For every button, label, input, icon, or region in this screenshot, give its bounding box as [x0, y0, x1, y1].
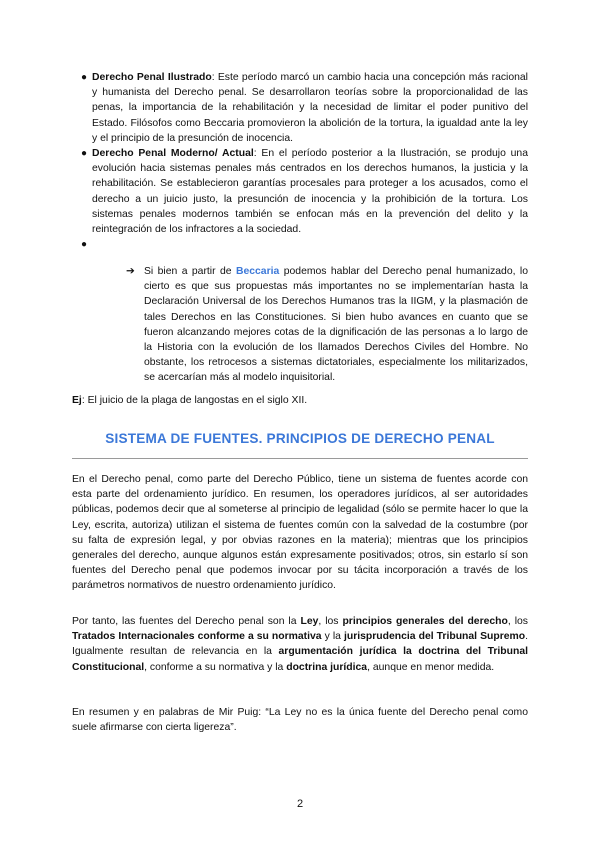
example-text: : El juicio de la plaga de langostas en el siglo XII. [81, 395, 308, 406]
bullet-title: Derecho Penal Moderno/ Actual [92, 148, 254, 160]
paragraph-text: , los [507, 616, 529, 627]
arrow-note [126, 264, 528, 386]
bullet-text: : Este período marcó un cambio hacia una concepción más racional y humanista del Derecho penal. Se desarrollaron teorías sobre la proporcionalidad de las penas, la importancia de la rehabilitación y la necesidad de limitar el poder punitivo del Estado. Filósofos como Beccaria promovieron la abolición de la tortura, la igualdad ante la ley y el principio de la presunción de inocencia. [92, 72, 528, 144]
paragraph-text: , conforme a su normativa y la [144, 661, 287, 673]
arrow-note-text: Si bien a partir de [144, 266, 236, 277]
bullet-icon: ● [81, 239, 88, 251]
paragraph [72, 614, 528, 675]
paragraph-bold: Ley [300, 616, 319, 627]
arrow-note-text: podemos hablar del Derecho penal humanizado, lo cierto es que sus propuestas más importantes no se implementarían hasta la Declaración Universal de los Derechos Humanos tras la IIGM, y la plasmación de tales Derechos en las Constituciones. Si bien hubo avances en cuanto que se fueron alcanzando mejores cotas de la dignificación de las personas a lo largo de la Historia con la evolución de los llamados Derechos Civiles del Hombre. No obstante, los retrocesos a sistemas dictatoriales, especialmente los militarizados, se acercarían más al modelo inquisitorial. [144, 266, 528, 384]
paragraph-text: y la [321, 631, 344, 643]
section-title: SISTEMA DE FUENTES. PRINCIPIOS DE DERECHO PENAL [105, 431, 495, 446]
paragraph-text: , aunque en menor medida. [367, 661, 495, 673]
beccaria-link[interactable]: Beccaria [235, 266, 280, 277]
paragraph-text: Por tanto, las fuentes del Derecho penal son la [72, 616, 301, 627]
paragraph-text: . Igualmente resultan de relevancia en la [72, 631, 528, 658]
example-label: Ej [72, 395, 82, 406]
paragraph-bold: argumentación jurídica la doctrina del Tribunal Constitucional [72, 646, 529, 673]
bullet-icon: ● [81, 72, 88, 83]
paragraph-bold: jurisprudencia del Tribunal Supremo [343, 631, 526, 643]
section-divider [72, 458, 528, 459]
paragraph: En el Derecho penal, como parte del Derecho Público, tiene un sistema de fuentes acorde con esta parte del ordenamiento jurídico. En resumen, los operadores jurídicos, al ser autoridades públicas, podemos decir que al someterse al principio de legalidad (sólo se permite hacer lo que la Ley, escrita, autoriza) utilizan el sistema de fuentes común con la salvedad de la costumbre (por su falta de expresión legal, y por obvias razones en la materia); mientras que los principios generales del derecho, aunque algunos están expresamente positivados; otros, sin estarlo sí son fuentes del Derecho penal que podemos invocar por su tácita incorporación a través de los parámetros normativos de nuestro ordenamiento jurídico. [72, 474, 528, 592]
list-item [81, 237, 528, 252]
bullet-text: : En el período posterior a la Ilustración, se produjo una evolución hacia sistemas penales más centrados en los derechos humanos, la justicia y la rehabilitación. Se establecieron garantías procesales para proteger a los acusados, como el derecho a un juicio justo, la presunción de inocencia y la prohibición de la tortura. Los sistemas penales modernos también se enfocan más en la prevención del delito y la reintegración de los infractores a la sociedad. [92, 148, 528, 236]
paragraph-bold: Tratados Internacionales conforme a su normativa [72, 631, 322, 643]
list-item [81, 146, 528, 237]
arrow-right-icon: ➔ [126, 266, 135, 277]
paragraph: En resumen y en palabras de Mir Puig: “La Ley no es la única fuente del Derecho penal como suele afirmarse con cierta ligereza”. [72, 707, 528, 734]
paragraph-bold: principios generales del derecho [342, 616, 508, 627]
paragraph-bold: doctrina jurídica [286, 661, 368, 673]
bullet-icon: ● [81, 148, 88, 160]
page-number: 2 [296, 798, 304, 810]
bullet-list [81, 70, 528, 252]
example-line [72, 393, 532, 408]
list-item [81, 70, 528, 146]
paragraph-text: , los [318, 616, 343, 627]
bullet-title: Derecho Penal Ilustrado [92, 72, 212, 83]
